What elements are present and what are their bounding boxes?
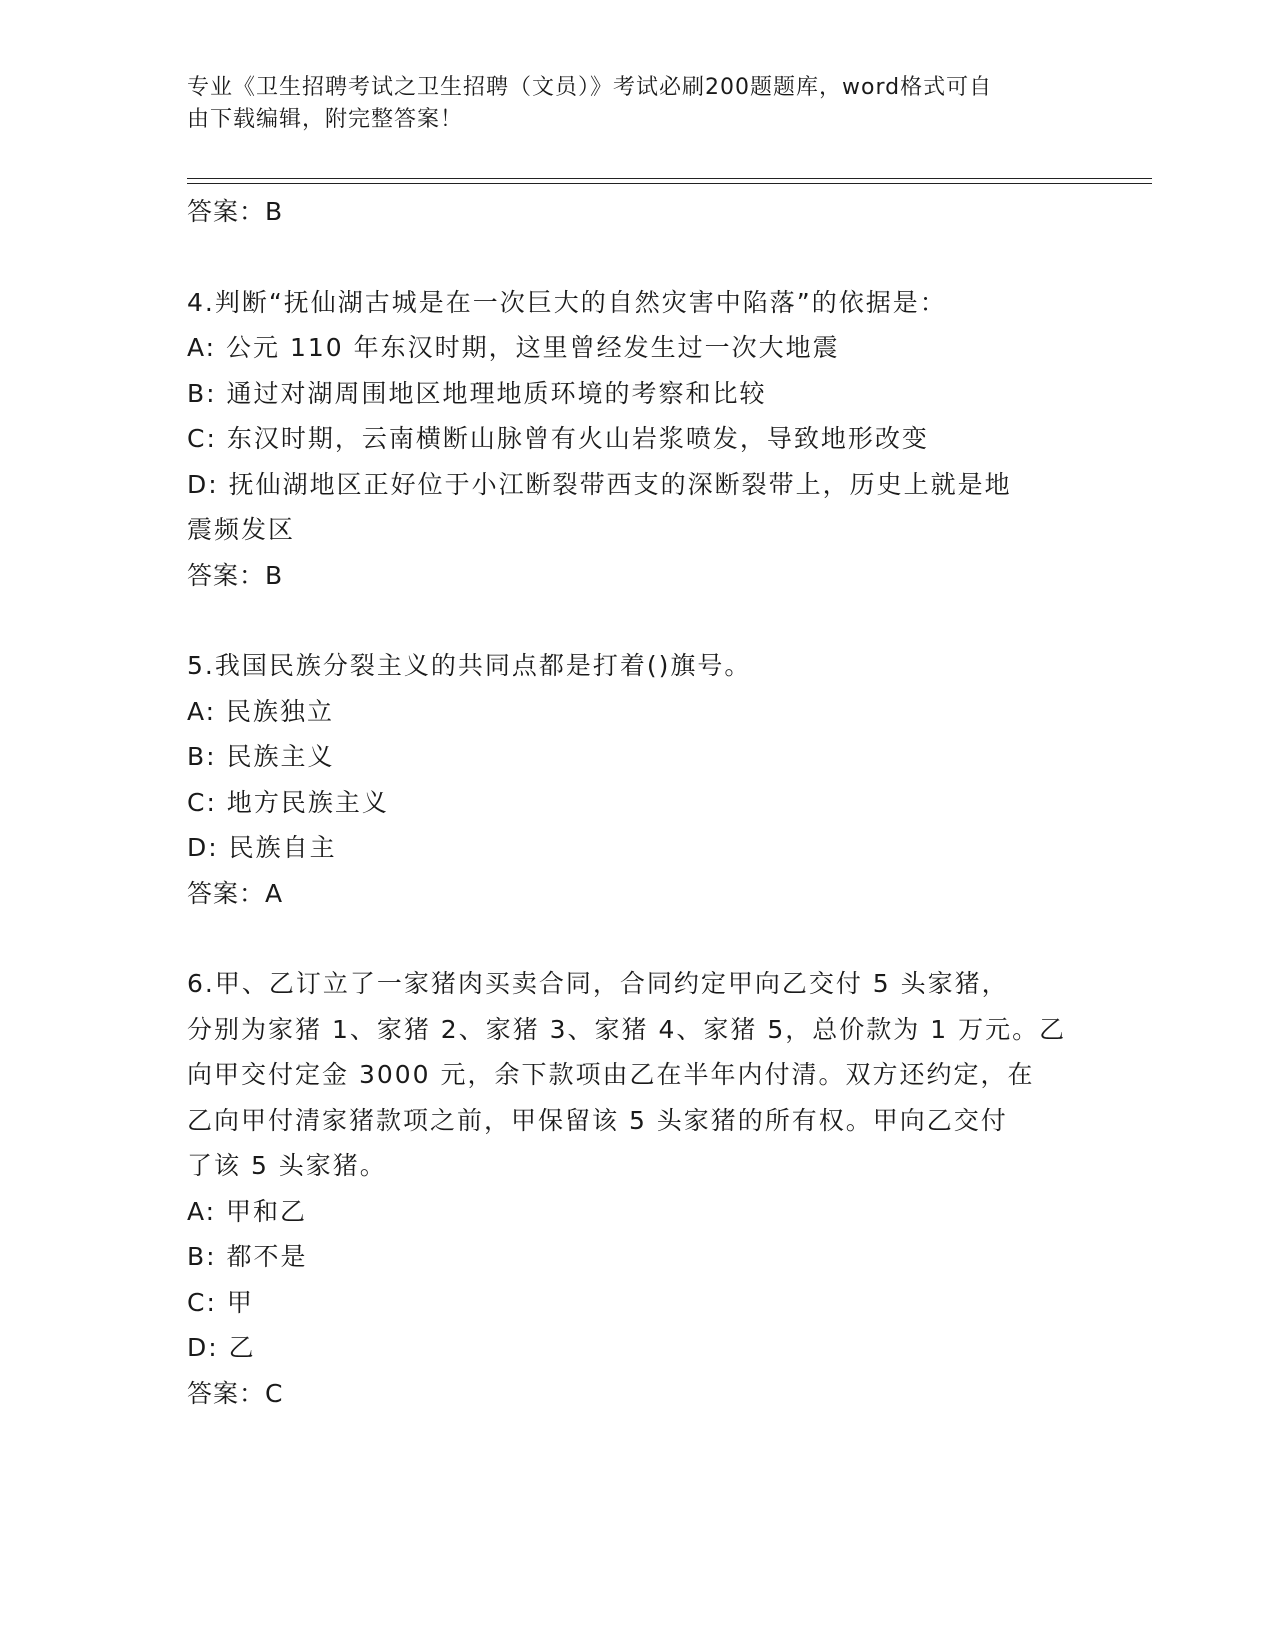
header-line-2: 由下载编辑，附完整答案！	[187, 107, 464, 132]
answer-label: 答案：	[187, 560, 266, 590]
question-text: 乙向甲付清家猪款项之前，甲保留该 5 头家猪的所有权。甲向乙交付	[187, 1105, 1008, 1135]
question-text: 5.我国民族分裂主义的共同点都是打着()旗号。	[187, 651, 752, 680]
option-a: A: 公元 110 年东汉时期，这里曾经发生过一次大地震	[187, 333, 840, 362]
option-b: B: 通过对湖周围地区地理地质环境的考察和比较	[187, 378, 767, 408]
option-a: A: 甲和乙	[187, 1196, 308, 1226]
answer-label: 答案：	[187, 878, 266, 908]
option-c: C: 东汉时期，云南横断山脉曾有火山岩浆喷发，导致地形改变	[187, 424, 929, 453]
header-rule-bottom	[187, 183, 1152, 184]
question-block	[187, 643, 1087, 916]
question-text: 向甲交付定金 3000 元，余下款项由乙在半年内付清。双方还约定，在	[187, 1060, 1035, 1089]
block-spacer	[187, 916, 1087, 961]
answer-line	[187, 189, 1087, 235]
question-text: 分别为家猪 1、家猪 2、家猪 3、家猪 4、家猪 5，总价款为 1 万元。乙	[187, 1014, 1067, 1044]
question-block	[187, 189, 1087, 235]
header-rule-top	[187, 178, 1152, 179]
option-c: C: 地方民族主义	[187, 787, 389, 817]
question-text: 4.判断“抚仙湖古城是在一次巨大的自然灾害中陷落”的依据是：	[187, 287, 947, 317]
answer-line	[187, 871, 1087, 917]
option-b: B: 都不是	[187, 1242, 308, 1271]
option-d: D: 抚仙湖地区正好位于小江断裂带西支的深断裂带上，历史上就是地	[187, 469, 1012, 499]
answer-label: 答案：	[187, 1378, 266, 1408]
answer-value: A	[265, 878, 284, 908]
header-line-1: 专业《卫生招聘考试之卫生招聘（文员）》考试必刷200题题库，word格式可自	[187, 75, 993, 100]
question-block	[187, 280, 1087, 599]
option-d: D: 乙	[187, 1333, 256, 1362]
answer-label: 答案：	[187, 197, 266, 226]
question-text: 了该 5 头家猪。	[187, 1151, 387, 1180]
option-d: D: 民族自主	[187, 833, 337, 862]
block-spacer	[187, 235, 1087, 280]
option-b: B: 民族主义	[187, 742, 335, 771]
answer-line	[187, 553, 1087, 599]
answer-value: B	[265, 560, 284, 590]
block-spacer	[187, 598, 1087, 643]
option-a: A: 民族独立	[187, 696, 335, 726]
document-header	[187, 72, 1067, 136]
option-c: C: 甲	[187, 1287, 254, 1317]
question-text: 6.甲、乙订立了一家猪肉买卖合同，合同约定甲向乙交付 5 头家猪，	[187, 969, 1009, 998]
answer-value: B	[265, 197, 284, 226]
answer-value: C	[265, 1378, 284, 1408]
option-d: 震频发区	[187, 515, 296, 544]
answer-line	[187, 1371, 1087, 1417]
question-list	[187, 189, 1087, 1416]
question-block	[187, 961, 1087, 1416]
